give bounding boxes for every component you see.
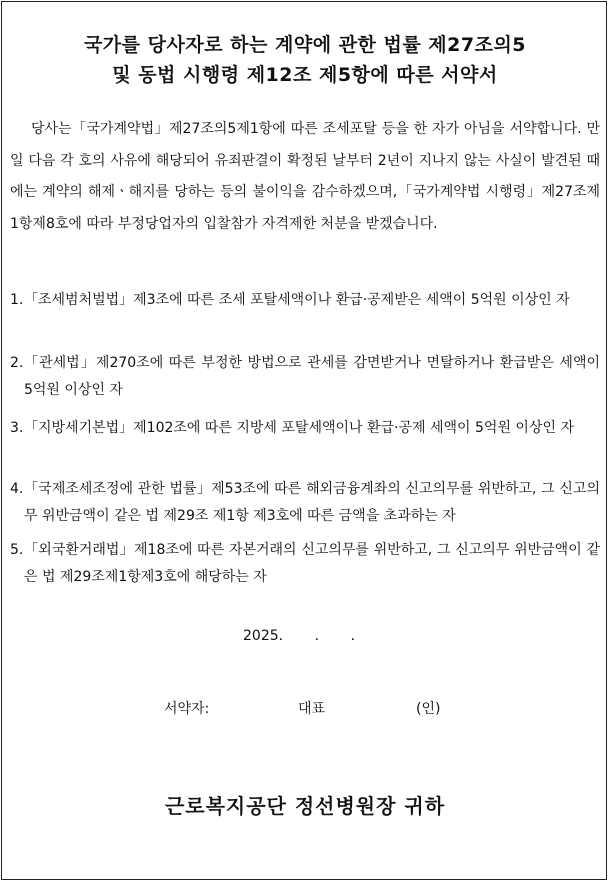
list-item	[10, 415, 600, 442]
list-item-text: 「국제조세조정에 관한 법률」제53조에 따른 해외금융계좌의 신고의무를 위반하고, 그 신고의무 위반금액이 같은 법 제29조 제1항 제3호에 따른 금액을 초과하는 자	[24, 481, 600, 524]
list-item-number: 3.	[10, 420, 24, 436]
list-item-text: 「조세범처벌법」제3조에 따른 조세 포탈세액이나 환급·공제받은 세액이 5억원 이상인 자	[24, 292, 570, 308]
list-item	[10, 350, 600, 404]
document-title-line1: 국가를 당사자로 하는 계약에 관한 법률 제27조의5	[83, 34, 527, 56]
list-item-number: 1.	[10, 292, 24, 308]
list-item	[10, 287, 600, 314]
pledge-paragraph: 당사는「국가계약법」제27조의5제1항에 따른 조세포탈 등을 한 자가 아님을 서약합니다. 만일 다음 각 호의 사유에 해당되어 유죄판결이 확정된 날부터 2년이 지나지 않는 사실이 발견된 때에는 계약의 해제ㆍ해지를 당하는 등의 불이익을 감수하겠으며,「국가계약법 시행령」제27조제1항제8호에 따라 부정당업자의 입찰참가 자격제한 처분을 받겠습니다.	[10, 121, 600, 232]
list-item	[10, 476, 600, 530]
list-item-text: 「외국환거래법」제18조에 따른 자본거래의 신고의무를 위반하고, 그 신고의무 위반금액이 같은 법 제29조제1항제3호에 해당하는 자	[24, 542, 600, 585]
date-line	[243, 628, 355, 644]
recipient-line: 근로복지공단 정선병원장 귀하	[164, 794, 446, 818]
list-item-number: 2.	[10, 355, 24, 371]
list-item	[10, 537, 600, 591]
document-title-line2: 및 동법 시행령 제12조 제5항에 따른 서약서	[112, 64, 498, 86]
list-item-text: 「관세법」제270조에 따른 부정한 방법으로 관세를 감면받거나 면탈하거나 환급받은 세액이 5억원 이상인 자	[24, 355, 600, 398]
date-year: 2025.	[243, 628, 284, 644]
signer-label: 서약자:	[164, 701, 210, 717]
date-day-dot: .	[350, 628, 356, 644]
date-month-dot: .	[314, 628, 320, 644]
representative-label: 대표	[298, 701, 326, 717]
seal-mark: (인)	[416, 701, 441, 717]
list-item-number: 4.	[10, 481, 24, 497]
list-item-text: 「지방세기본법」제102조에 따른 지방세 포탈세액이나 환급·공제 세액이 5억원 이상인 자	[24, 420, 574, 436]
list-item-number: 5.	[10, 542, 24, 558]
